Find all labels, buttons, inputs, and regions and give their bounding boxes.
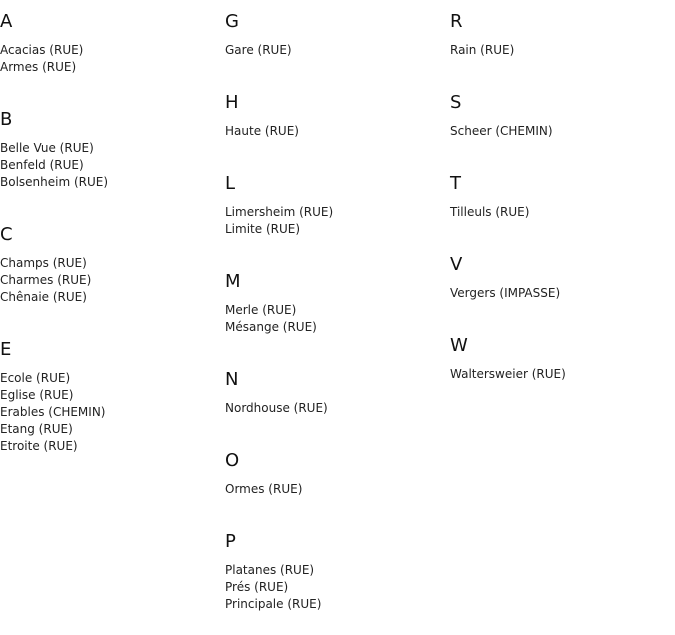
street-link[interactable]: Waltersweier (RUE) bbox=[450, 367, 566, 381]
street-link[interactable]: Chênaie (RUE) bbox=[0, 290, 87, 304]
letter-group bbox=[225, 520, 445, 635]
letter-heading: M bbox=[225, 271, 241, 292]
letter-heading: L bbox=[225, 173, 236, 194]
letter-group bbox=[0, 0, 220, 98]
letter-group bbox=[225, 358, 445, 439]
street-list bbox=[450, 123, 670, 140]
street-link[interactable]: Gare (RUE) bbox=[225, 43, 292, 57]
street-link[interactable]: Acacias (RUE) bbox=[0, 43, 84, 57]
street-link[interactable]: Tilleuls (RUE) bbox=[450, 205, 530, 219]
letter-group bbox=[225, 439, 445, 520]
street-list bbox=[450, 285, 670, 302]
group-spacer bbox=[225, 498, 445, 520]
street-link[interactable]: Haute (RUE) bbox=[225, 124, 299, 138]
street-list bbox=[0, 140, 220, 191]
letter-group bbox=[225, 81, 445, 162]
street-link[interactable]: Armes (RUE) bbox=[0, 60, 77, 74]
street-link[interactable]: Limite (RUE) bbox=[225, 222, 301, 236]
group-spacer bbox=[0, 191, 220, 213]
street-link[interactable]: Prés (RUE) bbox=[225, 580, 289, 594]
index-column-1 bbox=[0, 0, 220, 477]
street-link[interactable]: Eglise (RUE) bbox=[0, 388, 74, 402]
group-spacer bbox=[450, 383, 670, 405]
group-spacer bbox=[225, 613, 445, 635]
street-link[interactable]: Scheer (CHEMIN) bbox=[450, 124, 553, 138]
street-link[interactable]: Bolsenheim (RUE) bbox=[0, 175, 109, 189]
group-spacer bbox=[450, 59, 670, 81]
street-list bbox=[225, 42, 445, 59]
group-spacer bbox=[450, 140, 670, 162]
street-link[interactable]: Belle Vue (RUE) bbox=[0, 141, 94, 155]
letter-heading: B bbox=[0, 109, 13, 130]
group-spacer bbox=[0, 306, 220, 328]
group-spacer bbox=[225, 336, 445, 358]
group-spacer bbox=[225, 417, 445, 439]
letter-heading: H bbox=[225, 92, 239, 113]
street-list bbox=[225, 302, 445, 336]
group-spacer bbox=[225, 238, 445, 260]
letter-heading: C bbox=[0, 224, 13, 245]
group-spacer bbox=[225, 140, 445, 162]
letter-heading: G bbox=[225, 11, 239, 32]
letter-group bbox=[450, 243, 670, 324]
group-spacer bbox=[450, 302, 670, 324]
group-spacer bbox=[0, 455, 220, 477]
street-link[interactable]: Etroite (RUE) bbox=[0, 439, 78, 453]
street-list bbox=[225, 204, 445, 238]
letter-group bbox=[450, 81, 670, 162]
street-link[interactable]: Nordhouse (RUE) bbox=[225, 401, 328, 415]
letter-heading: O bbox=[225, 450, 240, 471]
street-link[interactable]: Vergers (IMPASSE) bbox=[450, 286, 561, 300]
street-link[interactable]: Limersheim (RUE) bbox=[225, 205, 334, 219]
letter-group bbox=[0, 213, 220, 328]
letter-heading: S bbox=[450, 92, 462, 113]
street-link[interactable]: Ecole (RUE) bbox=[0, 371, 71, 385]
letter-heading: W bbox=[450, 335, 468, 356]
street-link[interactable]: Merle (RUE) bbox=[225, 303, 297, 317]
street-link[interactable]: Ormes (RUE) bbox=[225, 482, 303, 496]
street-list bbox=[225, 562, 445, 613]
letter-group bbox=[225, 0, 445, 81]
letter-group bbox=[0, 98, 220, 213]
letter-heading: T bbox=[450, 173, 461, 194]
index-column-2 bbox=[225, 0, 445, 635]
letter-heading: E bbox=[0, 339, 12, 360]
street-link[interactable]: Platanes (RUE) bbox=[225, 563, 315, 577]
street-link[interactable]: Erables (CHEMIN) bbox=[0, 405, 106, 419]
letter-group bbox=[225, 162, 445, 260]
letter-heading: N bbox=[225, 369, 239, 390]
letter-group bbox=[450, 162, 670, 243]
street-list bbox=[450, 204, 670, 221]
street-link[interactable]: Benfeld (RUE) bbox=[0, 158, 84, 172]
street-list bbox=[450, 42, 670, 59]
letter-group bbox=[225, 260, 445, 358]
letter-heading: V bbox=[450, 254, 463, 275]
street-list bbox=[225, 123, 445, 140]
group-spacer bbox=[450, 221, 670, 243]
group-spacer bbox=[225, 59, 445, 81]
letter-heading: P bbox=[225, 531, 236, 552]
street-list bbox=[225, 400, 445, 417]
group-spacer bbox=[0, 76, 220, 98]
letter-group bbox=[0, 328, 220, 477]
street-list bbox=[0, 255, 220, 306]
letter-group bbox=[450, 0, 670, 81]
street-link[interactable]: Mésange (RUE) bbox=[225, 320, 317, 334]
letter-heading: A bbox=[0, 11, 13, 32]
street-link[interactable]: Champs (RUE) bbox=[0, 256, 87, 270]
index-column-3 bbox=[450, 0, 670, 405]
letter-heading: R bbox=[450, 11, 463, 32]
street-link[interactable]: Charmes (RUE) bbox=[0, 273, 92, 287]
street-list bbox=[450, 366, 670, 383]
street-list bbox=[0, 370, 220, 455]
letter-group bbox=[450, 324, 670, 405]
street-link[interactable]: Rain (RUE) bbox=[450, 43, 515, 57]
street-link[interactable]: Etang (RUE) bbox=[0, 422, 73, 436]
street-list bbox=[0, 42, 220, 76]
street-list bbox=[225, 481, 445, 498]
street-link[interactable]: Principale (RUE) bbox=[225, 597, 322, 611]
